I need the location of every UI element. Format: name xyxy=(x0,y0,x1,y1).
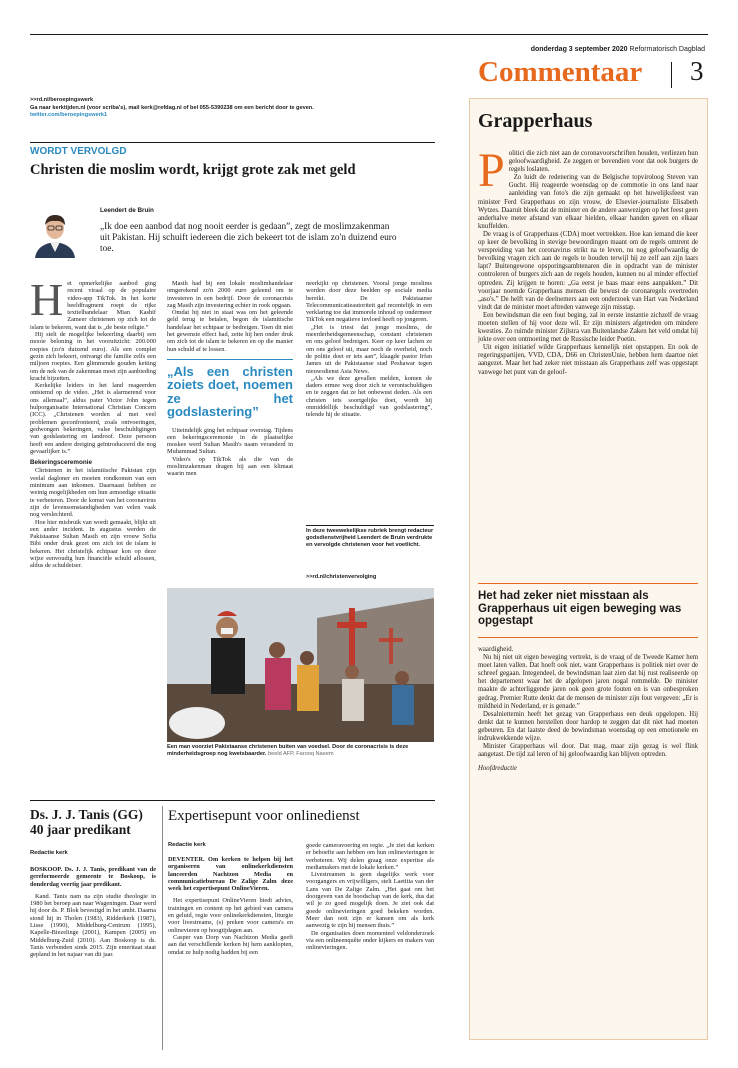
paragraph: waardigheid. xyxy=(478,646,514,653)
paragraph: Omdat hij niet in staat was om het geleende geld terug te betalen, begon de islamitische handelaar het echtpaar te bedreigen. Toen dit niet het gewenste effect had, zette hij hen onder druk om zich tot de islam te bekeren en op die manier hun schuld af te lossen. xyxy=(167,309,293,353)
note-rule xyxy=(306,525,434,526)
paragraph: Hij stelt de mogelijke bekeerling daarbij een mooie beloning in het vooruitzicht: 200.000 roepies (zo'n duizend euro). Als een complet gezin zich bekeert, ontvangt die familie zelfs een miljoen roepies. Een glimmende gouden ketting om de nek van de zakenman moet zijn aanbieding kracht bijzetten. xyxy=(30,331,156,382)
paragraph: Kerkelijke leiders in het land reageerden ontstemd op de video. „Het is alarmerend voor ons allemaal”, aldus pater Victor John tegen hulporganisatie International Christian Concern (ICC). „Christenen worden al met veel problemen geconfronteerd, zoals ontvoeringen, gedwongen bekeringen, valse beschuldigingen van godslastering en landroof. Deze persoon heeft een andere dreiging geïntroduceerd die nog gevaarlijker is.” xyxy=(30,382,156,455)
paragraph: goede cameravoering en regie. „Je ziet dat kerken er behoefte aan hebben om hun onlinevieringen te verbeteren. Wij delen graag onze expertise als mediamakers met de lokale kerken.” xyxy=(306,842,434,871)
paragraph: neerkijkt op christenen. Vooral jonge moslims worden door deze beelden op sociale media bereikt. De Pakistaanse Telecommunicatieautoriteit gaf recentelijk in een verklaring toe dat immorele inhoud op ondermeer TikTok een negatieve invloed heeft op jongeren. xyxy=(306,280,432,324)
caption-text: Een man voorziet Pakistaanse christenen buiten van voedsel. Door de coronacrisis is deze minderheidsgroep nog kwetsbaarder. xyxy=(167,744,409,757)
online-byline: Redactie kerk xyxy=(168,842,206,848)
pull-quote-rule-top xyxy=(478,583,698,584)
author-name: Leendert de Bruin xyxy=(100,207,154,214)
paragraph: De organisaties doen momenteel veldonderzoek via een onlineenquête onder kijkers en makers van onlinevieringen. xyxy=(306,929,434,952)
paragraph: Hoe hier misbruik van wordt gemaakt, blijkt uit een ander incident. In augustus werden de Pakistaanse Sultan Masih en zijn vrouw Sofia Bibi onder druk gezet om zich tot de islam te bekeren. Het christelijk echtpaar kon op deze wijze eenvoudig hun financiële schuld aflossen, aldus de schuldeiser. xyxy=(30,518,156,570)
commentary-title: Grapperhaus xyxy=(478,110,593,132)
author-portrait xyxy=(30,206,80,258)
kicker: WORDT VERVOLGD xyxy=(30,146,127,157)
column-note: In deze tweewekelijkse rubriek brengt redacteur godsdienstvrijheid Leendert de Bruin verdrukte en vervolgde christenen voor het voetlicht. xyxy=(306,528,434,548)
paragraph: „Het is triest dat jonge moslims, de meerderheidsgemeenschap, constant christenen en ons geloof bedreigen. Keer op keer lachen ze om ons geloof uit, maar noch de overheid, noch de politie doet er iets aan”, klaagde pastor Irfan James uit de Pakistaanse stad Peshawar tegen nieuwsdienst Asia News. xyxy=(306,323,432,375)
paragraph: Uit eigen initiatief wilde Grapperhaus kennelijk niet opstappen. En ook de regeringspartijen, VVD, CDA, D66 en ChristenUnie, hebben hem daartoe niet aangezet. Maar het had zeker niet misstaan als Grapperhaus zelf was opgestapt vanwege het punt van de geloof- xyxy=(478,344,698,376)
paragraph: Zo luidt de redenering van de Belgische topviroloog Steven van Gucht. Hij reageerde woensdag op de commotie in ons land naar aanleiding van foto's die zijn gemaakt op het huwelijksfeest van minister Ferd Grapperhaus en zijn vrouw, de Elsevier-journaliste Elisabeth Wytzes. Daaruit bleek dat de minister en de andere aanwezigen op het feest geen anderhalve meter afstand van elkaar hielden, elkaar handen gaven en elkaar knuffelden. xyxy=(478,174,698,230)
article-column-2 xyxy=(167,280,293,478)
bottom-section-rule xyxy=(30,800,435,801)
tanis-lead: BOSKOOP. Ds. J. J. Tanis, predikant van de gereformeerde gemeente te Boskoop, is donderdag veertig jaar predikant. xyxy=(30,866,156,888)
pull-quote: „Als een christen zoiets doet, noemen ze het godslastering” xyxy=(167,363,293,420)
paragraph: Livestreamen is geen dagelijks werk voor voorgangers en vrijwilligers, stelt Laetitia van der Lans van De Zalige Zalm. „Het gaat om het doorgeven van de boodschap van de kerk, dus dat wil je zo goed mogelijk doen. Je ziet ook dat goede onlinevieringen goed bekeken worden. Meer dan ooit zijn er kansen om als kerk aanwezig te zijn bij mensen thuis.” xyxy=(306,871,434,930)
top-rule xyxy=(30,34,708,35)
subheading: Bekeringsceremonie xyxy=(30,459,92,467)
info-box xyxy=(30,97,440,120)
twitter-link[interactable]: twitter.com/beroepingswerk1 xyxy=(30,112,108,119)
paragraph: Desalniettemin heeft het gezag van Grapperhaus een deuk opgelopen. Hij denkt dat te kunnen herstellen door hardop te zeggen dat dit niet had moeten gebeuren. En dat laatste deed de bewindsman woensdag op een emotionele en indrukwekkende wijze. xyxy=(478,710,698,743)
tanis-body xyxy=(30,866,156,959)
header-divider xyxy=(671,62,672,88)
online-column-2 xyxy=(306,842,434,951)
article-column-1 xyxy=(30,274,156,570)
commentary-body-2 xyxy=(478,646,698,773)
beroepingswerk-link[interactable]: >>rd.nl/beroepingswerk xyxy=(30,97,94,103)
news-photo xyxy=(167,588,434,742)
dateline xyxy=(531,46,705,53)
pull-quote-rule-bottom xyxy=(478,637,698,638)
online-column-1 xyxy=(168,856,293,956)
section-title: Commentaar xyxy=(478,56,643,88)
contact-text: Ga naar kerktijden.nl (voor scriba's), mail kerk@refdag.nl of bel 055-5390238 om een bericht door te geven. xyxy=(30,104,314,111)
commentary-body xyxy=(478,144,698,377)
article-column-3 xyxy=(306,280,432,419)
paragraph: Video's op TikTok als die van de moslimzakenman dragen bij aan een klimaat waarin men xyxy=(167,455,293,478)
paragraph: Uiteindelijk ging het echtpaar overstag. Tijdens een bekeringsceremonie in de plaatselijke moskee werd Sultan Masih's naam veranderd in Muhammad Sultan. xyxy=(167,426,293,456)
paragraph: Christenen in het islamitische Pakistan zijn veelal dagloner en moeten rondkomen van een minimum aan inkomen. Daarnaast hebben ze weinig mogelijkheden om hun armoedige situatie te verbeteren. Door de komst van het coronavirus zijn de levensomstandigheden van velen vaak nog verslechterd. xyxy=(30,467,156,519)
column-link[interactable]: >>rd.nl/christenvervolging xyxy=(306,574,377,580)
column-divider xyxy=(162,806,163,1050)
article-headline: Christen die moslim wordt, krijgt grote zak met geld xyxy=(30,162,356,178)
article-rule xyxy=(30,142,435,143)
commentary-signature: Hoofdredactie xyxy=(478,765,518,773)
paper-name: Reformatorisch Dagblad xyxy=(629,46,705,53)
quote-rule xyxy=(167,359,293,360)
paragraph: „Als we deze gevallen melden, komen de daders ermee weg door zich te verontschuldigen en te zeggen dat ze het onbewust deden. Als een christen iets soortgelijks doet, wordt hij onmiddellijk beschuldigd van godslastering”, telende hij de situatie. xyxy=(306,374,432,419)
photo-credit: beeld AFP, Farooq Naeem xyxy=(268,751,334,757)
online-lead: DEVENTER. Om kerken te helpen bij het organiseren van onlinekerkdiensten lanceerden Nachtzon Media en communicatiebureau De Zalige Zalm deze week het expertisepunt OnlineVieren. xyxy=(168,856,293,893)
commentary-dropcap: P xyxy=(478,144,505,197)
paragraph: Een bewindsman die een fout beging, zal in eerste instantie zichzelf de vraag moeten stellen of hij voor deze wil. Er zijn ministers afgetreden om mindere kwesties. Zo ruimde minister Zijlstra van Buitenlandse Zaken het veld omdat hij jokte over een ontmoeting met de Russische leider Poetin. xyxy=(478,311,698,344)
article-intro: „Ik doe een aanbod dat nog nooit eerder is gedaan”, zegt de moslimzakenman uit Pakistan. Hij schuift iedereen die zich bekeert tot de islam zo'n duizend euro toe. xyxy=(100,222,397,254)
paragraph: olitici die zich niet aan de coronavoorschriften houden, verliezen hun geloofwaardigheid. Ze zeggen er bovendien voor dat ook burgers de regels loslaten. xyxy=(508,150,698,174)
paragraph: Casper van Dorp van Nachtzon Media geeft aan dat verschillende kerken bij hem aanklopten, omdat ze hulp nodig hadden bij een xyxy=(168,933,293,956)
tanis-headline-line1: Ds. J. J. Tanis (GG) xyxy=(30,807,143,822)
commentary-pull-quote: Het had zeker niet misstaan als Grapperhaus uit eigen beweging was opgestapt xyxy=(478,590,682,627)
tanis-byline: Redactie kerk xyxy=(30,850,68,856)
date: donderdag 3 september 2020 xyxy=(530,46,628,53)
paragraph: Nu hij niet uit eigen beweging vertrekt, is de vraag of de Tweede Kamer hem moet laten vallen. Dat hoeft ook niet, want Grapperhaus is politiek niet over de schreef gegaan. Integendeel, de bewindsman laat zien dat hij rust realiseerde op het departement waar het de afgelopen jaren nogal rommelde. De minister maakte de achterliggende jaren ook geen grote fouten en is van onbesproken gedrag. Premier Rutte denkt dat de mensen de minister zijn fout vergeven: „Er is mildheid in Nederland, er is genade.” xyxy=(478,654,698,710)
page-number: 3 xyxy=(690,56,704,86)
paragraph: Kand. Tanis nam na zijn studie theologie in 1980 het beroep aan naar Wageningen. Daar werd hij door ds. P. Blok bevestigd in het ambt. Daarna stond hij in Tholen (1983), Ridderkerk (1987), Lisse (1990), Middelburg-Centrum (1995), Kapelle-Biezelinge (2001), Kampen (2005) en Middelburg-Zuid (2010). Aan Boskoop is ds. Tanis verbonden sinds 2015. Zijn emeritaat staat gepland in het najaar van dit jaar. xyxy=(30,892,156,959)
tanis-headline xyxy=(30,808,160,837)
online-headline: Expertisepunt voor onlinedienst xyxy=(168,808,360,824)
tanis-headline-line2: 40 jaar predikant xyxy=(30,821,131,837)
paragraph: Het expertisepunt OnlineVieren biedt advies, trainingen en content op het gebied van camera en geluid, regie voor onlinekerkdiensten, liturgie voor livestreams, (s) preken voor camera's en onlinevieren op hoogtijdagen aan. xyxy=(168,897,293,934)
paragraph: Masih had bij een lokale moslimhandelaar omgerekend zo'n 2000 euro geleend om te investeren in een bedrijf. Door de coronacrisis zag Masih zijn investering echter in rook opgaan. xyxy=(167,280,293,309)
dropcap: H xyxy=(30,274,64,325)
paragraph: et opmerkelijke aanbod ging recent viraal op de populaire video-app TikTok. In het korte beeldfragment roept de rijke textielhandelaar Mian Kashif Zameer christenen op zich tot de islam te bekeren, want dat is „de beste religie.” xyxy=(30,280,156,331)
paragraph: De vraag is of Grapperhaus (CDA) moet vertrekken. Hoe kan iemand die keer op keer de bevolking in stevige bewoordingen maant om de regels omtrent de verspreiding van het coronavirus strikt na te leven, nu nog geloofwaardig de bevolking vragen zich aan de regels te houden terwijl hij ze zelf aan zijn laars lapt? Buitengewone opsporingsambtenaren die in opdracht van de minister controleren of burgers zich aan de regels houden, kunnen nu al minder effectief optreden. Zij krijgen te horen: „Ga eerst je baas maar eens aanpakken.” Dit voorjaar noemde Grapperhaus mensen die bewust de coronaregels overtreden „aso's.” De helft van de deelnemers aan een onderzoek van Hart van Nederland vindt dat de minister moet aftreden vanwege zijn misstap. xyxy=(478,230,698,311)
paragraph: Minister Grapperhaus wil door. Dat mag, maar zijn gezag is wel flink aangetast. De tijd zal leren of hij geloofwaardig kan blijven optreden. xyxy=(478,743,698,759)
photo-caption xyxy=(167,744,434,758)
